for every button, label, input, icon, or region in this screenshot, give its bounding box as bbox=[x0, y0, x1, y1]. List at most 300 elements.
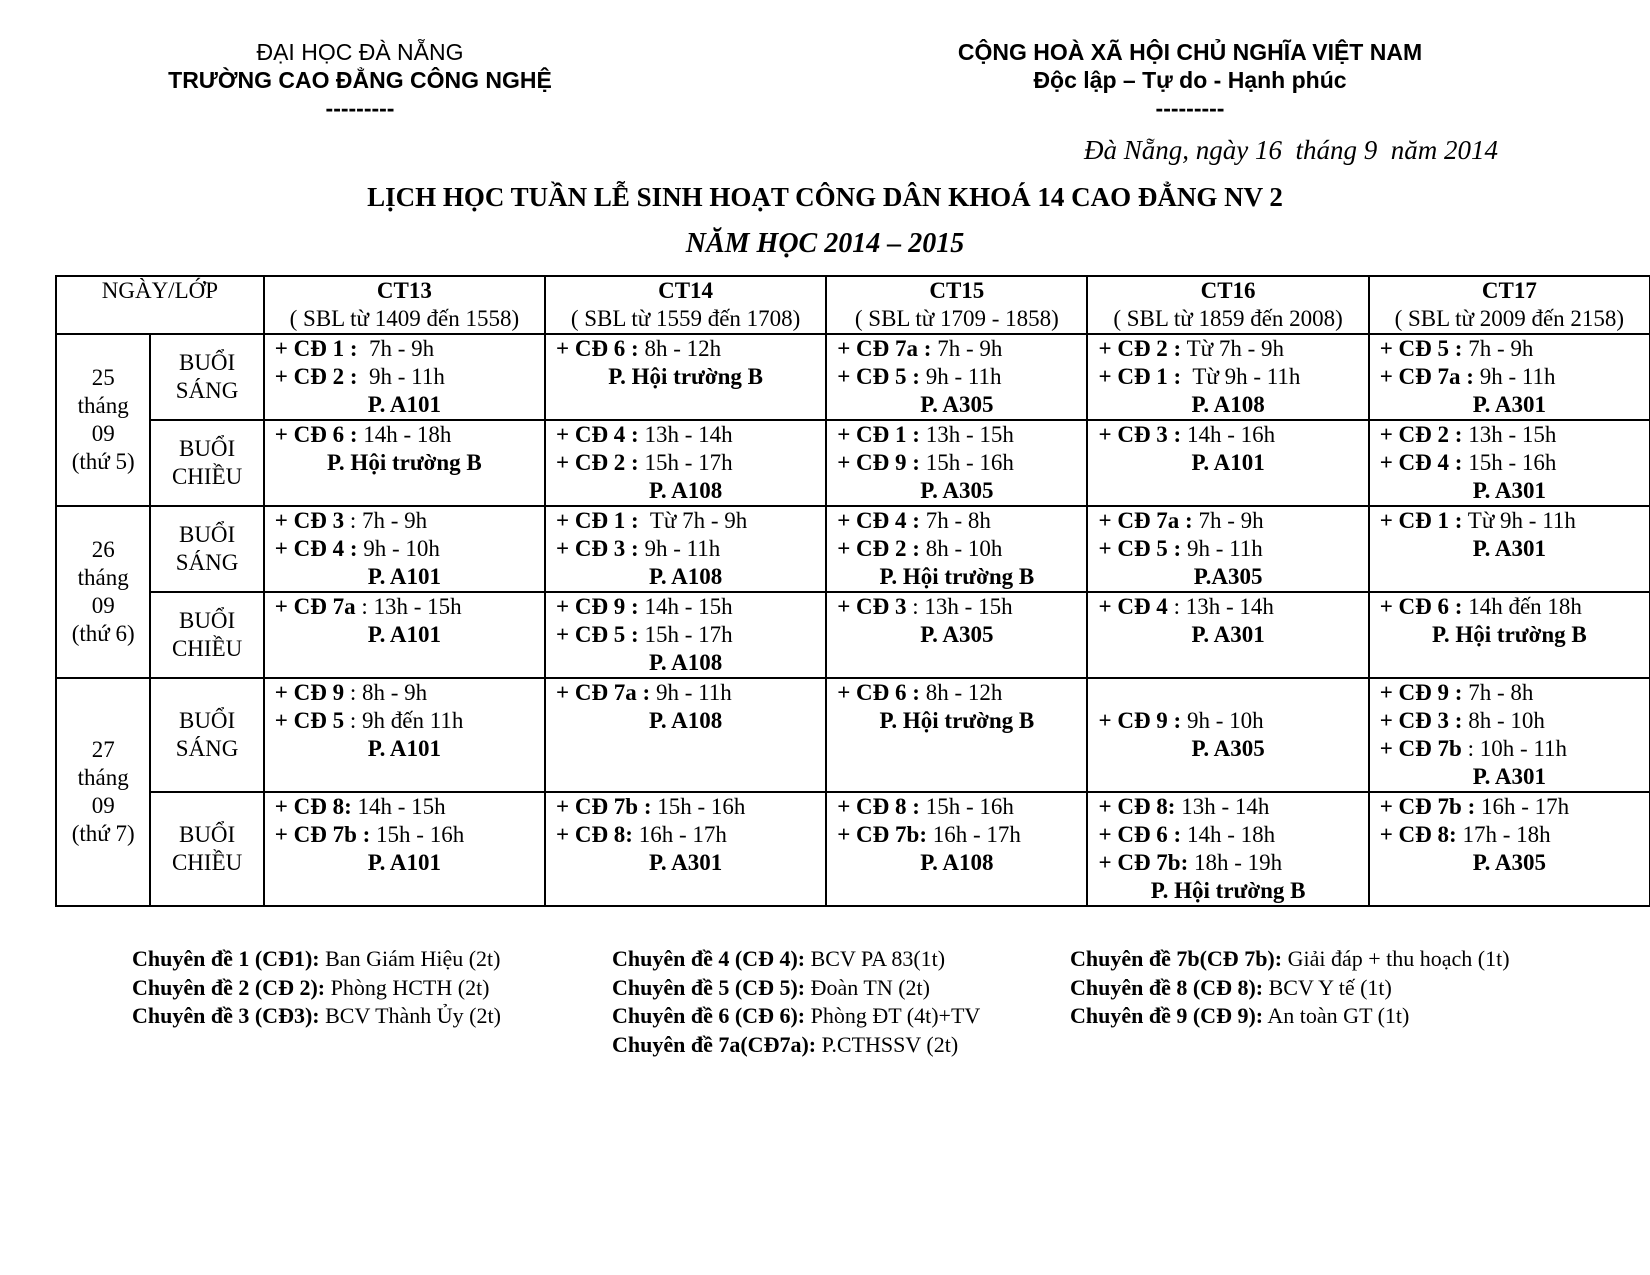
topic-code: + CĐ 4 : bbox=[555, 422, 639, 447]
document-date: Đà Nẵng, ngày 16 tháng 9 năm 2014 bbox=[1084, 135, 1498, 165]
schedule-row bbox=[56, 506, 1650, 592]
topic-time: 7h - 9h bbox=[1192, 508, 1264, 533]
topic-code: + CĐ 6 : bbox=[1379, 594, 1463, 619]
topic-time: : 13h - 15h bbox=[906, 594, 1013, 619]
topic-time: : 13h - 14h bbox=[1167, 594, 1274, 619]
corner-header: NGÀY/LỚP bbox=[56, 276, 264, 334]
topic-time: 14h - 18h bbox=[1181, 822, 1276, 847]
day-label-line: tháng bbox=[77, 765, 129, 790]
session-label-line: BUỔI bbox=[178, 822, 236, 847]
topic-code: + CĐ 1 : bbox=[1379, 508, 1463, 533]
session-entry bbox=[1380, 449, 1639, 477]
room-label: P. A108 bbox=[648, 650, 723, 675]
schedule-cell bbox=[545, 678, 826, 792]
session-entry bbox=[1098, 707, 1357, 735]
topic-time: 9h - 11h bbox=[1181, 536, 1263, 561]
topic-time: : 9h đến 11h bbox=[344, 708, 464, 733]
topic-code: + CĐ 7b : bbox=[1379, 794, 1476, 819]
class-header bbox=[264, 276, 545, 334]
topic-time: 14h - 15h bbox=[638, 594, 733, 619]
topic-time: 8h - 12h bbox=[919, 680, 1003, 705]
class-header bbox=[545, 276, 826, 334]
schedule-table bbox=[55, 275, 1650, 907]
room-label: P. Hội trường B bbox=[879, 708, 1035, 733]
session-entry bbox=[1380, 593, 1639, 621]
room-label: P. A101 bbox=[367, 392, 442, 417]
topic-code: + CĐ 3 : bbox=[555, 536, 639, 561]
room-label: P. Hội trường B bbox=[1431, 622, 1587, 647]
session-entry bbox=[556, 449, 815, 477]
session-cell bbox=[150, 506, 263, 592]
legend-text: BCV Thành Ủy (2t) bbox=[319, 1003, 501, 1028]
topic-time: 7h - 8h bbox=[919, 508, 991, 533]
topic-code: + CĐ 2 : bbox=[274, 364, 358, 389]
topic-code: + CĐ 8: bbox=[555, 822, 633, 847]
class-range: ( SBL từ 1859 đến 2008) bbox=[1113, 306, 1343, 331]
topic-time: 13h - 15h bbox=[919, 422, 1014, 447]
room-label: P. A305 bbox=[920, 622, 994, 647]
topic-time: 9h - 11h bbox=[919, 364, 1002, 389]
schedule-cell bbox=[264, 678, 545, 792]
document-title: LỊCH HỌC TUẦN LỄ SINH HOẠT CÔNG DÂN KHOÁ 14 CAO ĐẲNG NV 2 bbox=[367, 182, 1283, 212]
legend-item bbox=[612, 974, 980, 1003]
topic-code: + CĐ 8: bbox=[274, 794, 352, 819]
session-label-line: BUỔI bbox=[178, 522, 236, 547]
topic-code: + CĐ 7b: bbox=[837, 822, 927, 847]
topic-code: + CĐ 2 : bbox=[555, 450, 639, 475]
session-label-line: SÁNG bbox=[175, 378, 239, 403]
session-entry bbox=[837, 679, 1076, 707]
schedule-cell bbox=[545, 506, 826, 592]
topic-code: + CĐ 3 bbox=[274, 508, 345, 533]
session-entry bbox=[1380, 421, 1639, 449]
schedule-cell bbox=[545, 334, 826, 420]
topic-time: 9h - 11h bbox=[357, 364, 445, 389]
topic-time: 7h - 9h bbox=[357, 336, 435, 361]
topic-code: + CĐ 5 : bbox=[555, 622, 639, 647]
topic-code: + CĐ 1 : bbox=[274, 336, 358, 361]
topic-code: + CĐ 4 : bbox=[274, 536, 358, 561]
session-entry bbox=[1380, 363, 1639, 391]
room-label: P. A108 bbox=[648, 708, 723, 733]
legend-text: Phòng ĐT (4t)+TV bbox=[805, 1003, 981, 1028]
topic-time: 17h - 18h bbox=[1456, 822, 1551, 847]
topic-code: + CĐ 3 bbox=[837, 594, 907, 619]
topic-code: + CĐ 4 bbox=[1098, 594, 1168, 619]
schedule-cell bbox=[264, 792, 545, 906]
topic-code: + CĐ 8: bbox=[1098, 794, 1176, 819]
class-header bbox=[1369, 276, 1650, 334]
session-label-line: BUỔI bbox=[178, 436, 236, 461]
topic-time: 15h - 17h bbox=[638, 450, 733, 475]
session-label-line: CHIỀU bbox=[171, 464, 243, 489]
schedule-cell bbox=[264, 420, 545, 506]
topic-code: + CĐ 2 : bbox=[1379, 422, 1463, 447]
topic-code: + CĐ 7b : bbox=[274, 822, 371, 847]
topic-time: 16h - 17h bbox=[926, 822, 1021, 847]
class-name: CT15 bbox=[929, 278, 985, 303]
schedule-row bbox=[56, 592, 1650, 678]
session-entry bbox=[1098, 363, 1357, 391]
room-label: P. A101 bbox=[367, 622, 442, 647]
schedule-cell bbox=[264, 592, 545, 678]
room-label: P. A305 bbox=[1472, 850, 1546, 875]
topic-code: + CĐ 9 : bbox=[1379, 680, 1463, 705]
day-label-line: tháng bbox=[77, 565, 129, 590]
session-entry bbox=[837, 335, 1076, 363]
session-entry bbox=[1098, 679, 1357, 707]
day-label-line: (thứ 6) bbox=[71, 621, 135, 646]
room-label: P. A301 bbox=[1472, 536, 1546, 561]
topic-code: + CĐ 3 : bbox=[1098, 422, 1182, 447]
legend-item bbox=[1070, 974, 1510, 1003]
legend-label: Chuyên đề 8 (CĐ 8): bbox=[1070, 974, 1264, 1000]
topic-code: + CĐ 6 : bbox=[1098, 822, 1182, 847]
session-entry bbox=[1380, 335, 1639, 363]
day-label-line: 26 bbox=[91, 537, 115, 562]
legend-column bbox=[132, 945, 501, 1031]
room-label: P. A301 bbox=[1191, 622, 1265, 647]
topic-time: 7h - 9h bbox=[931, 336, 1003, 361]
topic-time: 9h - 11h bbox=[1473, 364, 1556, 389]
schedule-cell bbox=[1369, 334, 1650, 420]
topic-time: 14h - 16h bbox=[1181, 422, 1276, 447]
topic-code: + CĐ 4 : bbox=[1379, 450, 1463, 475]
topic-time: Từ 7h - 9h bbox=[638, 508, 748, 533]
day-label-line: 25 bbox=[91, 365, 115, 390]
room-label: P. Hội trường B bbox=[1150, 878, 1306, 903]
national-separator: --------- bbox=[1155, 95, 1225, 121]
topic-code: + CĐ 5 : bbox=[837, 364, 920, 389]
legend-item bbox=[132, 1002, 501, 1031]
legend-text: P.CTHSSV (2t) bbox=[816, 1031, 959, 1057]
legend-label: Chuyên đề 5 (CĐ 5): bbox=[612, 974, 806, 1000]
topic-time: 15h - 16h bbox=[919, 450, 1014, 475]
topic-time: Từ 9h - 11h bbox=[1462, 508, 1576, 533]
session-entry bbox=[275, 707, 534, 735]
schedule-cell bbox=[264, 334, 545, 420]
topic-time: 8h - 10h bbox=[1462, 708, 1545, 733]
legend-text: An toàn GT (1t) bbox=[1263, 1003, 1410, 1028]
room-label: P. A101 bbox=[367, 736, 442, 761]
session-entry bbox=[1380, 821, 1639, 849]
session-entry bbox=[1098, 535, 1357, 563]
session-entry bbox=[275, 793, 534, 821]
schedule-body bbox=[56, 334, 1650, 906]
legend-label: Chuyên đề 7a(CĐ7a): bbox=[612, 1031, 817, 1057]
topic-code: + CĐ 8 : bbox=[837, 794, 920, 819]
legend-column bbox=[1070, 945, 1510, 1031]
legend-item bbox=[132, 945, 501, 974]
national-name: CỘNG HOÀ XÃ HỘI CHỦ NGHĨA VIỆT NAM bbox=[957, 39, 1423, 65]
session-entry bbox=[556, 535, 815, 563]
session-entry bbox=[556, 621, 815, 649]
topic-time: 7h - 8h bbox=[1462, 680, 1534, 705]
session-label-line: BUỔI bbox=[178, 608, 236, 633]
topic-time: 9h - 10h bbox=[1181, 708, 1264, 733]
issuer-university: ĐẠI HỌC ĐÀ NẴNG bbox=[256, 39, 464, 65]
session-entry bbox=[1098, 507, 1357, 535]
day-cell bbox=[56, 506, 150, 678]
legend-item bbox=[612, 1002, 980, 1031]
room-label: P. A108 bbox=[1191, 392, 1265, 417]
topic-code: + CĐ 9 bbox=[274, 680, 345, 705]
day-label-line: 27 bbox=[91, 737, 115, 762]
class-name: CT17 bbox=[1481, 278, 1537, 303]
schedule-row bbox=[56, 334, 1650, 420]
room-label: P. A305 bbox=[920, 478, 994, 503]
legend-item bbox=[132, 974, 501, 1003]
topic-code: + CĐ 1 : bbox=[1098, 364, 1182, 389]
topic-time: 18h - 19h bbox=[1188, 850, 1283, 875]
schedule-cell bbox=[1369, 506, 1650, 592]
session-entry bbox=[837, 535, 1076, 563]
schedule-cell bbox=[826, 792, 1087, 906]
session-entry bbox=[275, 363, 534, 391]
room-label: P. A305 bbox=[1191, 736, 1265, 761]
schedule-cell bbox=[1087, 678, 1368, 792]
legend-label: Chuyên đề 3 (CĐ3): bbox=[132, 1003, 320, 1028]
session-entry bbox=[1098, 335, 1357, 363]
topic-code: + CĐ 5 : bbox=[1379, 336, 1463, 361]
schedule-row bbox=[56, 678, 1650, 792]
session-entry bbox=[837, 449, 1076, 477]
topic-time: : 10h - 11h bbox=[1461, 736, 1568, 761]
session-entry bbox=[275, 421, 534, 449]
class-range: ( SBL từ 1409 đến 1558) bbox=[289, 306, 520, 331]
day-label-line: 09 bbox=[91, 593, 115, 618]
session-label-line: CHIỀU bbox=[171, 850, 243, 875]
legend-column bbox=[612, 945, 980, 1059]
topic-code: + CĐ 7a : bbox=[555, 680, 651, 705]
topic-code: + CĐ 3 : bbox=[1379, 708, 1463, 733]
topic-code: + CĐ 6 : bbox=[837, 680, 920, 705]
room-label: P. A108 bbox=[648, 478, 723, 503]
document-subtitle: NĂM HỌC 2014 – 2015 bbox=[685, 228, 965, 259]
schedule-cell bbox=[1087, 792, 1368, 906]
topic-time: Từ 7h - 9h bbox=[1181, 336, 1284, 361]
topic-time: 9h - 10h bbox=[357, 536, 440, 561]
class-range: ( SBL từ 2009 đến 2158) bbox=[1394, 306, 1625, 331]
schedule-cell bbox=[826, 506, 1087, 592]
session-entry bbox=[837, 507, 1076, 535]
topic-time: : 13h - 15h bbox=[355, 594, 462, 619]
legend-item bbox=[612, 945, 980, 974]
session-entry bbox=[837, 363, 1076, 391]
topic-time: 9h - 11h bbox=[650, 680, 732, 705]
topic-code: + CĐ 8: bbox=[1379, 822, 1457, 847]
session-entry bbox=[1380, 507, 1639, 535]
schedule-cell bbox=[1087, 334, 1368, 420]
topic-time: 8h - 12h bbox=[638, 336, 722, 361]
legend-label: Chuyên đề 1 (CĐ1): bbox=[132, 946, 320, 971]
legend-text: BCV Y tế (1t) bbox=[1263, 974, 1392, 1000]
session-cell bbox=[150, 792, 263, 906]
topic-code: + CĐ 2 : bbox=[1098, 336, 1182, 361]
session-label-line: CHIỀU bbox=[171, 636, 243, 661]
day-label-line: tháng bbox=[77, 393, 129, 418]
room-label: P. A101 bbox=[1191, 450, 1265, 475]
day-label-line: (thứ 7) bbox=[71, 821, 135, 846]
session-label-line: BUỔI bbox=[178, 708, 236, 733]
session-entry bbox=[275, 535, 534, 563]
room-label: P. A101 bbox=[367, 850, 442, 875]
topic-code: + CĐ 7b: bbox=[1098, 850, 1189, 875]
national-motto: Độc lập – Tự do - Hạnh phúc bbox=[1033, 67, 1347, 93]
topic-code: + CĐ 7a : bbox=[1098, 508, 1193, 533]
session-entry bbox=[275, 593, 534, 621]
legend-item bbox=[1070, 1002, 1510, 1031]
topic-time: 15h - 16h bbox=[651, 794, 746, 819]
day-label-line: (thứ 5) bbox=[71, 449, 135, 474]
topic-time: 15h - 17h bbox=[638, 622, 733, 647]
session-entry bbox=[556, 679, 815, 707]
room-label: P. Hội trường B bbox=[326, 450, 482, 475]
room-label: P. A108 bbox=[920, 850, 994, 875]
topic-time: : 8h - 9h bbox=[344, 680, 428, 705]
legend-text: Giải đáp + thu hoạch (1t) bbox=[1282, 946, 1510, 971]
session-cell bbox=[150, 334, 263, 420]
topic-code: + CĐ 7a : bbox=[837, 336, 932, 361]
topic-code: + CĐ 6 : bbox=[555, 336, 639, 361]
legend-label: Chuyên đề 4 (CĐ 4): bbox=[612, 946, 806, 971]
topic-time: 16h - 17h bbox=[632, 822, 727, 847]
topic-time: 14h - 15h bbox=[351, 794, 446, 819]
room-label: P. Hội trường B bbox=[608, 364, 763, 389]
schedule-row bbox=[56, 420, 1650, 506]
topic-time: 9h - 11h bbox=[638, 536, 721, 561]
session-entry bbox=[556, 335, 815, 363]
topic-code: + CĐ 2 : bbox=[837, 536, 920, 561]
topic-time: Từ 9h - 11h bbox=[1181, 364, 1301, 389]
schedule-cell bbox=[826, 592, 1087, 678]
topic-time: 8h - 10h bbox=[919, 536, 1003, 561]
session-cell bbox=[150, 420, 263, 506]
session-entry bbox=[837, 593, 1076, 621]
topic-time: 7h - 9h bbox=[1462, 336, 1534, 361]
topic-time: 15h - 16h bbox=[1462, 450, 1557, 475]
room-label: P.A305 bbox=[1193, 564, 1263, 589]
class-range: ( SBL từ 1559 đến 1708) bbox=[570, 306, 801, 331]
topic-code: + CĐ 9 : bbox=[555, 594, 639, 619]
session-cell bbox=[150, 678, 263, 792]
topic-time: 15h - 16h bbox=[370, 822, 465, 847]
session-entry bbox=[1098, 793, 1357, 821]
legend-text: Đoàn TN (2t) bbox=[805, 974, 930, 1000]
schedule-cell bbox=[545, 592, 826, 678]
schedule-cell bbox=[1369, 792, 1650, 906]
topic-code: + CĐ 5 bbox=[274, 708, 345, 733]
legend-label: Chuyên đề 7b(CĐ 7b): bbox=[1070, 946, 1283, 971]
session-entry bbox=[556, 593, 815, 621]
session-entry bbox=[837, 821, 1076, 849]
legend-text: BCV PA 83(1t) bbox=[805, 946, 946, 971]
schedule-cell bbox=[1369, 420, 1650, 506]
issuer-header bbox=[120, 38, 600, 122]
topic-time: 16h - 17h bbox=[1475, 794, 1570, 819]
topic-code: + CĐ 7b bbox=[1379, 736, 1462, 761]
topic-code: + CĐ 7a bbox=[274, 594, 356, 619]
issuer-college: TRƯỜNG CAO ĐẲNG CÔNG NGHỆ bbox=[168, 67, 552, 93]
schedule-cell bbox=[826, 678, 1087, 792]
legend-item bbox=[1070, 945, 1510, 974]
schedule-cell bbox=[1087, 506, 1368, 592]
legend-text: Ban Giám Hiệu (2t) bbox=[319, 946, 501, 971]
room-label: P. A101 bbox=[367, 564, 442, 589]
room-label: P. Hội trường B bbox=[879, 564, 1035, 589]
topic-code: + CĐ 7a : bbox=[1379, 364, 1474, 389]
session-entry bbox=[1380, 735, 1639, 763]
schedule-cell bbox=[1369, 592, 1650, 678]
class-name: CT16 bbox=[1200, 278, 1256, 303]
national-header bbox=[880, 38, 1500, 122]
session-entry bbox=[556, 821, 815, 849]
legend-item bbox=[612, 1031, 980, 1060]
topic-code: + CĐ 9 : bbox=[837, 450, 920, 475]
topic-time: : 7h - 9h bbox=[344, 508, 428, 533]
schedule-header-row bbox=[56, 276, 1650, 334]
class-header bbox=[826, 276, 1087, 334]
schedule-cell bbox=[826, 334, 1087, 420]
schedule-cell bbox=[1369, 678, 1650, 792]
day-cell bbox=[56, 678, 150, 906]
session-label-line: BUỔI bbox=[178, 350, 236, 375]
session-label-line: SÁNG bbox=[175, 550, 239, 575]
session-entry bbox=[837, 421, 1076, 449]
session-entry bbox=[556, 793, 815, 821]
schedule-cell bbox=[1087, 420, 1368, 506]
day-label-line: 09 bbox=[91, 793, 115, 818]
schedule-cell bbox=[545, 792, 826, 906]
day-cell bbox=[56, 334, 150, 506]
session-cell bbox=[150, 592, 263, 678]
session-entry bbox=[275, 335, 534, 363]
topic-time: 13h - 14h bbox=[638, 422, 733, 447]
day-label-line: 09 bbox=[91, 421, 115, 446]
session-entry bbox=[1098, 593, 1357, 621]
topic-code: + CĐ 1 : bbox=[837, 422, 920, 447]
session-entry bbox=[1098, 849, 1357, 877]
room-label: P. A301 bbox=[648, 850, 723, 875]
room-label: P. A301 bbox=[1472, 392, 1546, 417]
room-label: P. A301 bbox=[1472, 764, 1546, 789]
room-label: P. A301 bbox=[1472, 478, 1546, 503]
topic-time: 14h - 18h bbox=[357, 422, 452, 447]
schedule-cell bbox=[545, 420, 826, 506]
class-name: CT14 bbox=[658, 278, 714, 303]
session-label-line: SÁNG bbox=[175, 736, 239, 761]
session-entry bbox=[1380, 793, 1639, 821]
session-entry bbox=[1098, 821, 1357, 849]
schedule-cell bbox=[264, 506, 545, 592]
legend-text: Phòng HCTH (2t) bbox=[325, 974, 490, 1000]
topic-code: + CĐ 1 : bbox=[555, 508, 639, 533]
legend-label: Chuyên đề 6 (CĐ 6): bbox=[612, 1003, 806, 1028]
session-entry bbox=[275, 679, 534, 707]
topic-time: 13h - 15h bbox=[1462, 422, 1557, 447]
topic-time: 13h - 14h bbox=[1175, 794, 1270, 819]
room-label: P. A108 bbox=[648, 564, 723, 589]
room-label: P. A305 bbox=[920, 392, 994, 417]
topic-code: + CĐ 5 : bbox=[1098, 536, 1182, 561]
session-entry bbox=[275, 821, 534, 849]
topic-code: + CĐ 6 : bbox=[274, 422, 358, 447]
topic-time: 14h đến 18h bbox=[1462, 594, 1582, 619]
session-entry bbox=[556, 421, 815, 449]
legend-label: Chuyên đề 2 (CĐ 2): bbox=[132, 974, 326, 1000]
session-entry bbox=[556, 507, 815, 535]
topic-code: + CĐ 4 : bbox=[837, 508, 920, 533]
